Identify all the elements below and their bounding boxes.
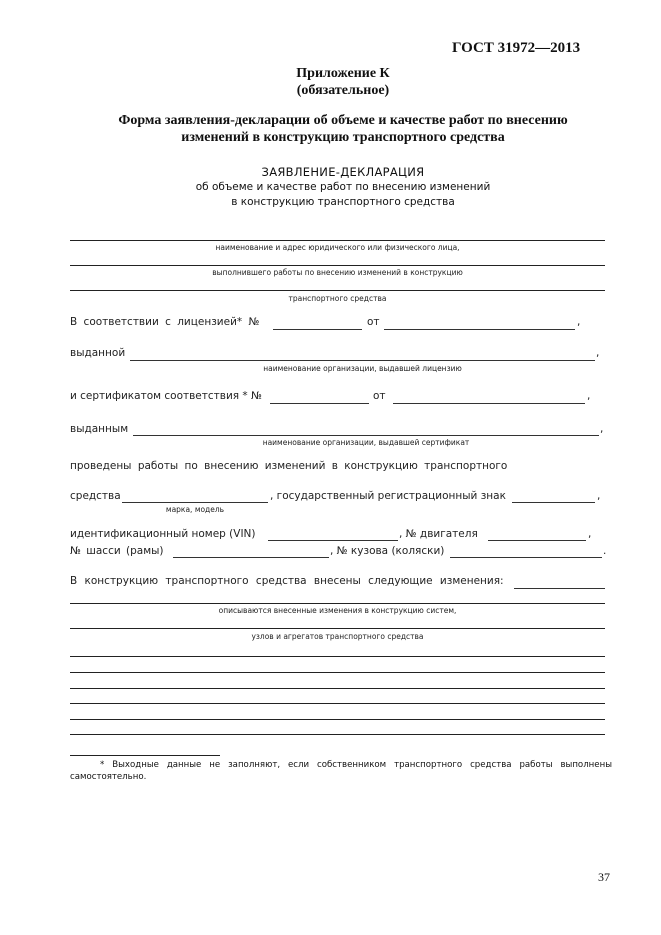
applicant-line-2[interactable]: [70, 265, 605, 266]
license-org-field[interactable]: [130, 360, 595, 361]
license-label: В соответствии с лицензией* №: [70, 316, 260, 328]
license-number-field[interactable]: [273, 329, 362, 330]
changes-line-8[interactable]: [70, 734, 605, 735]
engine-comma: ,: [588, 528, 592, 540]
license-comma: ,: [577, 316, 581, 328]
form-title-line1: Форма заявления-декларации об объеме и качестве работ по внесению: [118, 113, 568, 128]
page-number: 37: [598, 870, 610, 884]
changes-intro: В конструкцию транспортного средства внесены следующие изменения:: [70, 575, 504, 587]
form-title-line2: изменений в конструкцию транспортного средства: [181, 130, 505, 145]
caption-license-org: наименование организации, выдавшей лицензию: [263, 364, 462, 373]
changes-line-3[interactable]: [70, 656, 605, 657]
body-period: .: [603, 545, 607, 557]
reg-sign-label: , государственный регистрационный знак: [270, 490, 506, 502]
doc-heading-sub1: об объеме и качестве работ по внесению изменений: [195, 181, 491, 193]
caption-make-model: марка, модель: [165, 505, 225, 514]
engine-field[interactable]: [488, 540, 586, 541]
vin-field[interactable]: [268, 540, 398, 541]
caption-changes-1: описываются внесенные изменения в конструкцию систем,: [218, 606, 457, 615]
changes-line-1[interactable]: [70, 603, 605, 604]
certificate-date-field[interactable]: [393, 403, 585, 404]
standard-number: ГОСТ 31972—2013: [452, 40, 581, 56]
changes-line-6[interactable]: [70, 703, 605, 704]
changes-intro-field[interactable]: [514, 588, 605, 589]
chassis-label: № шасси (рамы): [70, 545, 164, 557]
changes-line-5[interactable]: [70, 688, 605, 689]
issued-license-label: выданной: [70, 347, 126, 359]
caption-cert-org: наименование организации, выдавшей сертификат: [262, 438, 470, 447]
caption-changes-2: узлов и агрегатов транспортного средства: [251, 632, 424, 641]
changes-line-4[interactable]: [70, 672, 605, 673]
footnote-line-2: самостоятельно.: [70, 772, 147, 782]
certificate-number-field[interactable]: [270, 403, 369, 404]
engine-label: , № двигателя: [399, 528, 478, 540]
vin-label: идентификационный номер (VIN): [70, 528, 256, 540]
issued-cert-label: выданным: [70, 423, 129, 435]
issued-license-comma: ,: [596, 347, 600, 359]
reg-sign-comma: ,: [597, 490, 601, 502]
issued-cert-comma: ,: [600, 423, 604, 435]
license-from-label: от: [367, 316, 380, 328]
reg-sign-field[interactable]: [512, 502, 595, 503]
license-date-field[interactable]: [384, 329, 575, 330]
works-line: проведены работы по внесению изменений в конструкцию транспортного: [70, 460, 508, 472]
doc-heading-title: ЗАЯВЛЕНИЕ-ДЕКЛАРАЦИЯ: [261, 165, 425, 179]
caption-applicant-3: транспортного средства: [288, 294, 387, 303]
chassis-field[interactable]: [173, 557, 329, 558]
caption-applicant-1: наименование и адрес юридического или физического лица,: [215, 243, 460, 252]
appendix-title: Приложение К: [296, 66, 390, 81]
applicant-line-1[interactable]: [70, 240, 605, 241]
changes-line-2[interactable]: [70, 628, 605, 629]
doc-heading-sub2: в конструкцию транспортного средства: [231, 196, 455, 208]
caption-applicant-2: выполнившего работы по внесению изменений в конструкцию: [212, 268, 463, 277]
appendix-status: (обязательное): [296, 83, 390, 98]
changes-line-7[interactable]: [70, 719, 605, 720]
applicant-line-3[interactable]: [70, 290, 605, 291]
body-field[interactable]: [450, 557, 602, 558]
footnote-line-1: * Выходные данные не заполняют, если собственником транспортного средства работы выполнены: [100, 760, 612, 770]
certificate-label: и сертификатом соответствия * №: [70, 390, 262, 402]
cert-org-field[interactable]: [133, 435, 599, 436]
body-label: , № кузова (коляски): [330, 545, 445, 557]
footnote-separator: [70, 755, 220, 756]
make-model-field[interactable]: [122, 502, 268, 503]
cert-from-label: от: [373, 390, 386, 402]
vehicle-label: средства: [70, 490, 121, 502]
cert-comma: ,: [587, 390, 591, 402]
